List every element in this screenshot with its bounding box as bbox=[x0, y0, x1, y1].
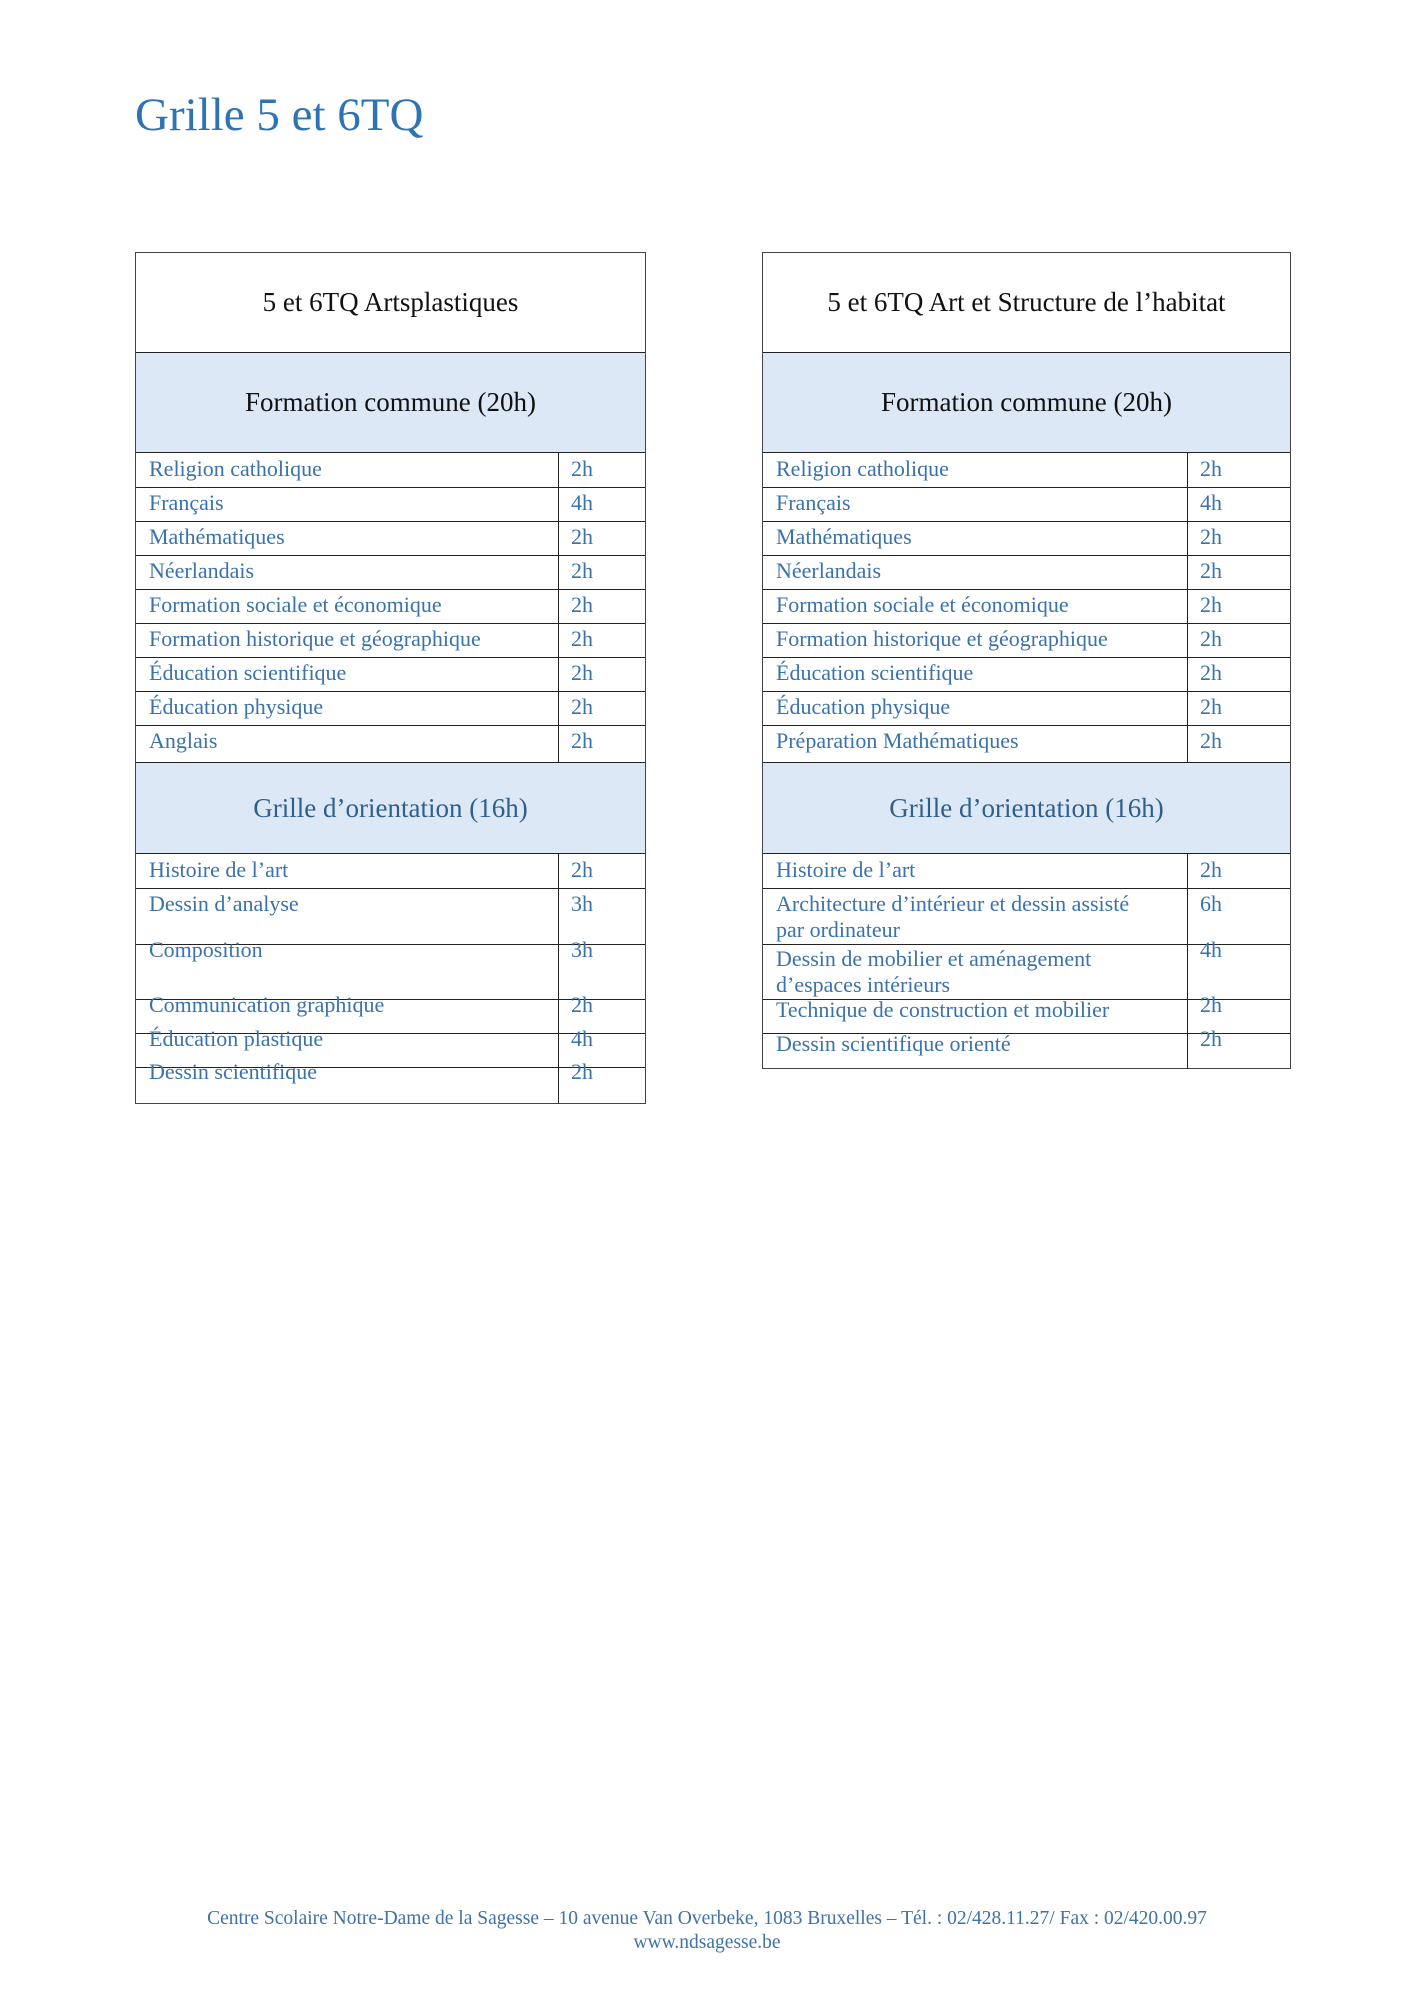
row-line bbox=[136, 725, 645, 726]
subject-cell: Néerlandais bbox=[149, 558, 255, 583]
table-title: 5 et 6TQ Artsplastiques bbox=[136, 253, 645, 353]
footer-address: Centre Scolaire Notre-Dame de la Sagesse – 10 avenue Van Overbeke, 1083 Bruxelles – Tél. : 02/428.11.27/ Fax : 02/420.00.97 bbox=[207, 1908, 1207, 1929]
row-line bbox=[763, 657, 1290, 658]
row-line bbox=[763, 725, 1290, 726]
subject-cell: Dessin d’analyse bbox=[149, 891, 299, 916]
hours-cell: 2h bbox=[571, 992, 593, 1017]
row-line bbox=[136, 555, 645, 556]
subject-cell-line2: d’espaces intérieurs bbox=[776, 972, 951, 997]
hours-cell: 2h bbox=[571, 592, 593, 617]
hours-cell: 3h bbox=[571, 937, 593, 962]
row-line bbox=[763, 691, 1290, 692]
hours-cell: 2h bbox=[1200, 1026, 1222, 1051]
row-line bbox=[136, 589, 645, 590]
subject-cell: Formation sociale et économique bbox=[149, 592, 442, 617]
page-title: Grille 5 et 6TQ bbox=[135, 89, 424, 141]
subject-cell: Formation sociale et économique bbox=[776, 592, 1069, 617]
row-line bbox=[763, 623, 1290, 624]
row-line bbox=[136, 888, 645, 889]
subject-cell: Anglais bbox=[149, 728, 218, 753]
hours-cell: 2h bbox=[1200, 558, 1222, 583]
section-heading-common: Formation commune (20h) bbox=[136, 353, 645, 453]
hours-cell: 2h bbox=[571, 857, 593, 882]
row-line bbox=[136, 487, 645, 488]
subject-cell: Français bbox=[149, 490, 224, 515]
hours-cell: 3h bbox=[571, 891, 593, 916]
hours-cell: 2h bbox=[1200, 694, 1222, 719]
subject-cell: Mathématiques bbox=[776, 524, 912, 549]
subject-cell: Architecture d’intérieur et dessin assisté bbox=[776, 891, 1130, 916]
hours-cell: 2h bbox=[571, 660, 593, 685]
subject-cell: Préparation Mathématiques bbox=[776, 728, 1019, 753]
subject-cell: Technique de construction et mobilier bbox=[776, 997, 1110, 1022]
hours-cell: 2h bbox=[571, 524, 593, 549]
subject-cell: Néerlandais bbox=[776, 558, 882, 583]
subject-cell: Dessin de mobilier et aménagement bbox=[776, 946, 1092, 971]
table-title: 5 et 6TQ Art et Structure de l’habitat bbox=[763, 253, 1290, 353]
hours-cell: 2h bbox=[1200, 992, 1222, 1017]
hours-cell: 2h bbox=[571, 456, 593, 481]
subject-cell: Histoire de l’art bbox=[149, 857, 289, 882]
hours-cell: 2h bbox=[1200, 626, 1222, 651]
row-line bbox=[763, 521, 1290, 522]
column-divider bbox=[1187, 453, 1188, 763]
subject-cell: Composition bbox=[149, 937, 263, 962]
subject-cell: Éducation scientifique bbox=[149, 660, 347, 685]
hours-cell: 2h bbox=[1200, 857, 1222, 882]
hours-cell: 2h bbox=[1200, 728, 1222, 753]
subject-cell: Religion catholique bbox=[776, 456, 949, 481]
subject-cell: Français bbox=[776, 490, 851, 515]
row-line bbox=[763, 487, 1290, 488]
hours-cell: 4h bbox=[1200, 490, 1222, 515]
subject-cell: Religion catholique bbox=[149, 456, 322, 481]
row-line bbox=[136, 623, 645, 624]
hours-cell: 2h bbox=[1200, 660, 1222, 685]
section-heading-orientation: Grille d’orientation (16h) bbox=[136, 762, 645, 854]
subject-cell: Éducation scientifique bbox=[776, 660, 974, 685]
subject-cell: Communication graphique bbox=[149, 992, 385, 1017]
subject-cell: Formation historique et géographique bbox=[149, 626, 481, 651]
hours-cell: 2h bbox=[1200, 456, 1222, 481]
subject-cell: Dessin scientifique orienté bbox=[776, 1031, 1011, 1056]
section-heading-common: Formation commune (20h) bbox=[763, 353, 1290, 453]
hours-cell: 2h bbox=[571, 1059, 593, 1084]
section-heading-orientation: Grille d’orientation (16h) bbox=[763, 762, 1290, 854]
table-artsplastiques bbox=[135, 252, 646, 1104]
hours-cell: 2h bbox=[571, 626, 593, 651]
hours-cell: 4h bbox=[571, 490, 593, 515]
hours-cell: 4h bbox=[571, 1026, 593, 1051]
row-line bbox=[136, 691, 645, 692]
hours-cell: 4h bbox=[1200, 937, 1222, 962]
subject-cell: Éducation plastique bbox=[149, 1026, 324, 1051]
subject-cell: Mathématiques bbox=[149, 524, 285, 549]
row-line bbox=[136, 657, 645, 658]
subject-cell: Formation historique et géographique bbox=[776, 626, 1108, 651]
hours-cell: 2h bbox=[571, 728, 593, 753]
subject-cell: Éducation physique bbox=[776, 694, 951, 719]
row-line bbox=[763, 888, 1290, 889]
footer-website[interactable]: www.ndsagesse.be bbox=[633, 1932, 781, 1953]
hours-cell: 6h bbox=[1200, 891, 1222, 916]
hours-cell: 2h bbox=[1200, 524, 1222, 549]
subject-cell: Éducation physique bbox=[149, 694, 324, 719]
hours-cell: 2h bbox=[571, 558, 593, 583]
column-divider bbox=[1187, 854, 1188, 1069]
hours-cell: 2h bbox=[1200, 592, 1222, 617]
row-line bbox=[136, 521, 645, 522]
column-divider bbox=[558, 453, 559, 763]
hours-cell: 2h bbox=[571, 694, 593, 719]
subject-cell-line2: par ordinateur bbox=[776, 917, 900, 942]
subject-cell: Dessin scientifique bbox=[149, 1059, 318, 1084]
table-art-structure-habitat bbox=[762, 252, 1291, 1069]
subject-cell: Histoire de l’art bbox=[776, 857, 916, 882]
row-line bbox=[763, 555, 1290, 556]
row-line bbox=[763, 589, 1290, 590]
